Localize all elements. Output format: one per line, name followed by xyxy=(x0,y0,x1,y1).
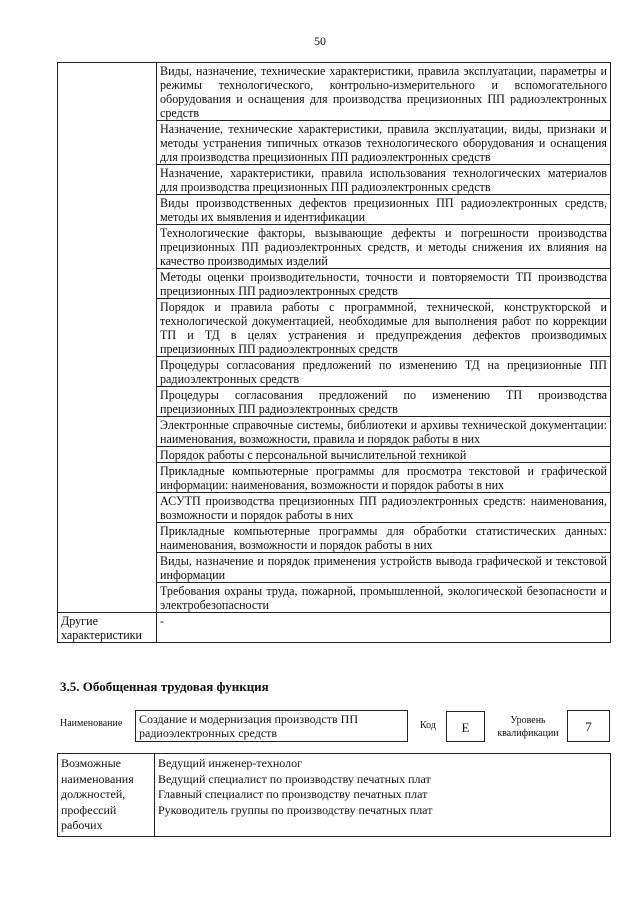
positions-table xyxy=(57,753,611,837)
position-item: Ведущий специалист по производству печатных плат xyxy=(158,771,431,786)
knowledge-item: Назначение, технические характеристики, правила эксплуатации, виды, признаки и методы устранения типичных отказов технологического оборудования и оснащения для производства прецизионных ПП радиоэлектронных средств xyxy=(157,121,611,165)
knowledge-item: Требования охраны труда, пожарной, промышленной, экологической безопасности и электробезопасности xyxy=(157,583,611,613)
knowledge-item: Виды производственных дефектов прецизионных ПП радиоэлектронных средств, методы их выявления и идентификации xyxy=(157,195,611,225)
knowledge-item: Прикладные компьютерные программы для обработки статистических данных: наименования, возможности и порядок работы в них xyxy=(157,523,611,553)
qualification-level-field: 7 xyxy=(567,710,610,742)
table-row xyxy=(58,463,611,493)
table-row xyxy=(58,387,611,417)
other-characteristics-label: Другие характеристики xyxy=(58,613,157,643)
table-row xyxy=(58,553,611,583)
left-column-cell xyxy=(58,299,157,357)
table-row xyxy=(58,165,611,195)
left-column-cell xyxy=(58,63,157,121)
left-column-cell xyxy=(58,225,157,269)
knowledge-item: АСУТП производства прецизионных ПП радиоэлектронных средств: наименования, возможности и порядок работы в них xyxy=(157,493,611,523)
left-column-cell xyxy=(58,165,157,195)
table-row xyxy=(58,493,611,523)
knowledge-item: Порядок работы с персональной вычислительной техникой xyxy=(157,447,611,463)
table-row xyxy=(58,299,611,357)
table-row xyxy=(58,269,611,299)
left-column-cell xyxy=(58,447,157,463)
left-column-cell xyxy=(58,121,157,165)
left-column-cell xyxy=(58,195,157,225)
left-column-cell xyxy=(58,269,157,299)
knowledge-item: Виды, назначение и порядок применения устройств вывода графической и текстовой информации xyxy=(157,553,611,583)
knowledge-item: Виды, назначение, технические характеристики, правила эксплуатации, параметры и режимы технологического, контрольно-измерительного и вспомогательного оборудования и оснащения для производства прецизионных ПП радиоэлектронных средств xyxy=(157,63,611,121)
left-column-cell xyxy=(58,493,157,523)
code-field: E xyxy=(446,711,485,742)
table-row xyxy=(58,417,611,447)
table-row xyxy=(58,121,611,165)
section-title: 3.5. Обобщенная трудовая функция xyxy=(60,679,269,694)
knowledge-item: Процедуры согласования предложений по изменению ТП производства прецизионных ПП радиоэлектронных средств xyxy=(157,387,611,417)
code-label: Код xyxy=(420,720,436,731)
table-row xyxy=(58,225,611,269)
knowledge-item: Назначение, характеристики, правила использования технологических материалов для производства прецизионных ПП радиоэлектронных средств xyxy=(157,165,611,195)
position-item: Ведущий инженер-технолог xyxy=(158,756,302,770)
function-name-field: Создание и модернизация производств ПП радиоэлектронных средств xyxy=(135,710,408,742)
table-row xyxy=(58,63,611,121)
knowledge-table xyxy=(57,62,611,643)
left-column-cell xyxy=(58,553,157,583)
table-row xyxy=(58,523,611,553)
left-column-cell xyxy=(58,417,157,447)
knowledge-item: Процедуры согласования предложений по изменению ТД на прецизионные ПП радиоэлектронных средств xyxy=(157,357,611,387)
left-column-cell xyxy=(58,387,157,417)
table-row-other xyxy=(58,613,611,643)
other-characteristics-value: - xyxy=(157,613,611,643)
table-row xyxy=(58,195,611,225)
table-row xyxy=(58,357,611,387)
qualification-level-label: Уровень квалификации xyxy=(497,715,559,739)
knowledge-item: Электронные справочные системы, библиотеки и архивы технической документации: наименования, возможности, правила и порядок работы в них xyxy=(157,417,611,447)
name-label: Наименование xyxy=(60,718,123,729)
knowledge-item: Технологические факторы, вызывающие дефекты и погрешности производства прецизионных ПП радиоэлектронных средств, и методы снижения их влияния на качество производимых изделий xyxy=(157,225,611,269)
generalized-function-row xyxy=(57,710,617,746)
position-item: Руководитель группы по производству печатных плат xyxy=(158,802,433,817)
left-column-cell xyxy=(58,463,157,493)
knowledge-item: Методы оценки производительности, точности и повторяемости ТП производства прецизионных ПП радиоэлектронных средств xyxy=(157,269,611,299)
positions-label: Возможные наименования должностей, профессий рабочих xyxy=(58,754,155,837)
position-item: Главный специалист по производству печатных плат xyxy=(158,787,428,801)
knowledge-item: Порядок и правила работы с программной, технической, конструкторской и технологической документацией, необходимые для выполнения работ по коррекции ТП и ТД в целях устранения и предупреждения дефектов производимых прецизионных ПП радиоэлектронных средств xyxy=(157,299,611,357)
knowledge-item: Прикладные компьютерные программы для просмотра текстовой и графической информации: наименования, возможности и порядок работы в них xyxy=(157,463,611,493)
table-row xyxy=(58,583,611,613)
table-row xyxy=(58,447,611,463)
left-column-cell xyxy=(58,523,157,553)
page-number: 50 xyxy=(314,34,326,48)
table-row xyxy=(58,754,611,837)
left-column-cell xyxy=(58,583,157,613)
positions-list xyxy=(155,754,611,837)
left-column-cell xyxy=(58,357,157,387)
